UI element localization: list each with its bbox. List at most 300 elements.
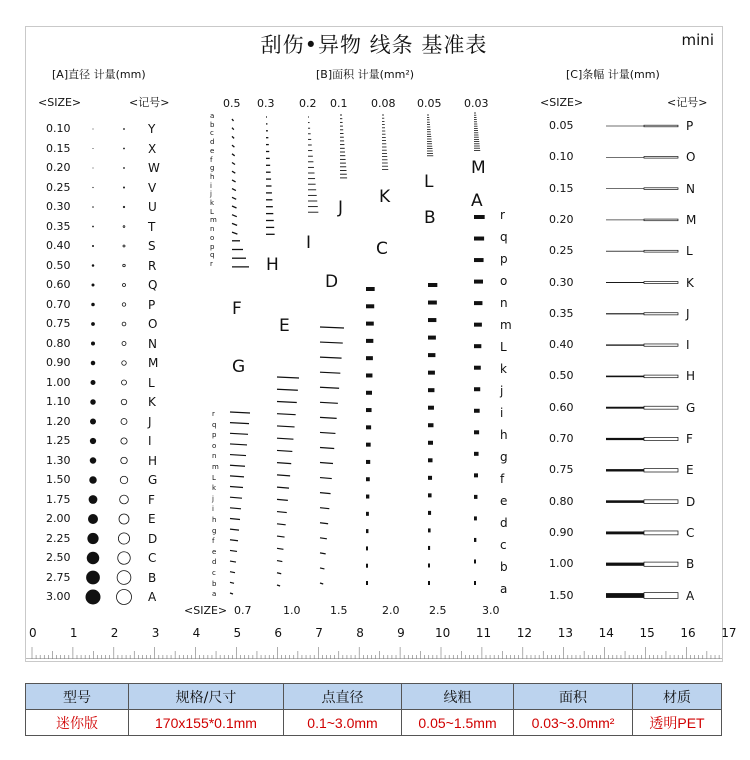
- ruler-label: 17: [721, 626, 737, 640]
- filled-dot: [91, 322, 95, 326]
- outline-dot: [122, 380, 127, 385]
- dot-code-label: O: [148, 317, 158, 331]
- area-block: [366, 304, 374, 308]
- ruler-label: 3: [151, 626, 160, 640]
- area-block: [474, 323, 482, 327]
- dot-size-label: 0.35: [46, 219, 71, 233]
- area-tick: [277, 414, 296, 415]
- area-tick: [232, 171, 235, 173]
- area-block: [366, 460, 370, 464]
- stripe-outline: [644, 406, 678, 409]
- area-block: [366, 512, 369, 516]
- area-block: [428, 318, 436, 322]
- dot-size-label: 1.30: [46, 453, 71, 467]
- dot-size-label: 0.80: [46, 336, 71, 350]
- area-bottom-value: 1.0: [283, 604, 301, 617]
- area-block: [474, 280, 483, 284]
- ruler-label: 12: [516, 626, 533, 640]
- area-block: [474, 344, 481, 348]
- filled-dot: [90, 419, 96, 425]
- area-tick: [320, 342, 343, 343]
- area-block: [366, 529, 368, 533]
- area-tick: [277, 573, 281, 574]
- stripe-code-label: K: [686, 275, 694, 290]
- ruler-label: 9: [397, 626, 405, 640]
- stripe-outline: [644, 157, 678, 159]
- area-group-letter: F: [232, 299, 242, 319]
- area-block: [366, 443, 371, 447]
- area-tick: [230, 444, 247, 445]
- outline-dot: [124, 129, 125, 130]
- area-tick: [232, 206, 237, 208]
- area-group-letter: G: [232, 357, 246, 377]
- dot-code-label: I: [148, 434, 152, 448]
- area-block: [428, 493, 432, 497]
- outline-dot: [118, 533, 129, 544]
- area-block: [428, 336, 436, 340]
- small-letter-top: q: [210, 251, 215, 260]
- stripe-code-label: B: [686, 557, 695, 572]
- section-a-code-label: <记号>: [129, 96, 170, 109]
- area-tick: [230, 423, 249, 424]
- spec-header-area: 面积: [514, 684, 633, 710]
- area-mark-letter: p: [500, 252, 508, 266]
- dot-code-label: Q: [148, 278, 158, 292]
- filled-dot: [86, 571, 100, 585]
- area-mark-letter: f: [500, 472, 505, 486]
- stripe-width-label: 0.25: [549, 244, 574, 258]
- section-c-size-label: <SIZE>: [540, 96, 584, 109]
- stripe-outline: [644, 125, 678, 127]
- area-tick: [232, 119, 234, 121]
- filled-dot: [89, 476, 97, 484]
- area-tick: [232, 215, 237, 217]
- small-letter-top: j: [210, 190, 212, 199]
- area-tick: [277, 426, 295, 427]
- dot-size-label: 0.25: [46, 180, 71, 194]
- area-block: [428, 388, 434, 392]
- area-mark-letter: j: [500, 384, 504, 398]
- spec-value-line-width: 0.05~1.5mm: [402, 710, 514, 736]
- ruler-label: 5: [233, 626, 242, 640]
- outline-dot: [122, 322, 126, 326]
- small-letter-bottom: r: [212, 410, 215, 418]
- small-letter-top: i: [210, 181, 212, 190]
- dot-size-label: 0.30: [46, 200, 71, 213]
- spec-value-row: [26, 710, 722, 736]
- dot-size-label: 2.00: [46, 512, 71, 525]
- stripe-width-label: 0.60: [549, 400, 574, 414]
- stripe-outline: [644, 593, 678, 599]
- small-letter-bottom: b: [212, 579, 217, 588]
- stripe-outline: [644, 282, 678, 284]
- spec-header-model: 型号: [26, 684, 129, 710]
- area-block: [474, 473, 478, 477]
- dot-code-label: J: [148, 414, 152, 429]
- area-group-letter: I: [306, 233, 312, 253]
- section-a-size-label: <SIZE>: [38, 96, 82, 109]
- stripe-solid: [606, 500, 644, 503]
- small-letter-bottom: a: [212, 590, 217, 599]
- stripe-width-label: 0.70: [549, 432, 574, 445]
- area-block: [474, 387, 480, 391]
- dot-size-label: 0.50: [46, 258, 71, 272]
- outline-dot: [121, 399, 127, 405]
- area-tick: [277, 548, 283, 549]
- outline-dot: [122, 303, 126, 307]
- area-group-letter: L: [424, 172, 434, 192]
- small-letter-bottom: e: [212, 547, 217, 556]
- area-group-letter: H: [266, 255, 279, 275]
- small-letter-bottom: d: [212, 558, 217, 567]
- small-letter-bottom: m: [212, 463, 219, 471]
- dot-size-label: 1.50: [46, 473, 71, 486]
- area-block: [428, 581, 430, 585]
- area-block: [366, 373, 372, 377]
- small-letter-top: c: [210, 129, 214, 138]
- area-tick: [232, 197, 236, 199]
- dot-size-label: 2.75: [46, 570, 71, 584]
- stripe-solid: [606, 593, 644, 598]
- outline-dot: [122, 361, 127, 366]
- stripe-code-label: G: [686, 400, 696, 415]
- area-top-value: 0.2: [299, 97, 317, 110]
- dot-code-label: U: [148, 200, 157, 214]
- ruler-label: 0: [29, 626, 37, 640]
- gauge-card: [25, 26, 737, 662]
- stripe-code-label: A: [686, 588, 695, 603]
- filled-dot: [87, 552, 100, 565]
- area-bottom-value: 2.5: [429, 604, 447, 617]
- gauge-marks: [26, 27, 722, 661]
- area-block: [428, 301, 437, 305]
- edition-label: mini: [681, 31, 714, 49]
- small-letter-bottom: q: [212, 420, 217, 429]
- dot-code-label: R: [148, 258, 157, 273]
- stripe-code-label: O: [686, 150, 696, 165]
- area-tick: [232, 136, 234, 138]
- area-tick: [232, 145, 234, 147]
- stripe-outline: [644, 531, 678, 535]
- stripe-width-label: 0.30: [549, 275, 574, 289]
- area-tick: [320, 463, 333, 464]
- filled-dot: [90, 457, 97, 464]
- dot-size-label: 0.15: [46, 141, 71, 155]
- area-tick: [230, 572, 235, 573]
- dot-code-label: T: [148, 219, 156, 234]
- small-letter-bottom: p: [212, 431, 217, 440]
- area-tick: [230, 487, 243, 488]
- stripe-solid: [606, 438, 644, 440]
- area-tick: [232, 180, 236, 182]
- area-block: [428, 283, 437, 287]
- dot-size-label: 0.20: [46, 161, 71, 174]
- stripe-outline: [644, 500, 678, 504]
- dot-size-label: 2.50: [46, 551, 71, 564]
- outline-dot: [120, 495, 129, 504]
- stripe-solid: [606, 220, 644, 221]
- dot-code-label: P: [148, 297, 156, 312]
- area-group-letter: M: [471, 158, 486, 178]
- ruler-label: 11: [475, 626, 492, 640]
- stripe-solid: [606, 407, 644, 409]
- spec-header-dot-diameter: 点直径: [284, 684, 402, 710]
- area-block: [474, 495, 477, 499]
- dot-size-label: 0.75: [46, 317, 71, 330]
- area-tick: [230, 561, 236, 562]
- area-mark-letter: e: [500, 494, 508, 508]
- dot-code-label: H: [148, 453, 158, 468]
- stripe-outline: [644, 469, 678, 472]
- dot-code-label: G: [148, 473, 158, 487]
- area-block: [428, 511, 431, 515]
- area-block: [428, 546, 430, 550]
- dot-size-label: 0.60: [46, 278, 71, 291]
- area-tick: [320, 387, 339, 388]
- area-top-value: 0.03: [464, 97, 489, 110]
- area-block: [474, 215, 485, 219]
- stripe-width-label: 0.80: [549, 494, 574, 508]
- dot-code-label: M: [148, 356, 159, 370]
- area-tick: [230, 582, 234, 583]
- dot-code-label: D: [148, 531, 158, 546]
- area-tick: [277, 401, 297, 402]
- small-letter-bottom: h: [212, 516, 217, 524]
- area-top-value: 0.08: [371, 97, 396, 110]
- stripe-width-label: 0.50: [549, 369, 574, 383]
- dot-size-label: 2.25: [46, 531, 71, 545]
- area-tick: [320, 568, 324, 569]
- filled-dot: [91, 303, 95, 307]
- dot-size-label: 3.00: [46, 590, 71, 603]
- stripe-width-label: 0.90: [549, 525, 574, 539]
- stripe-outline: [644, 250, 678, 252]
- area-block: [428, 406, 434, 410]
- ruler-label: 16: [680, 626, 696, 640]
- area-group-letter: C: [376, 239, 388, 259]
- area-tick: [320, 372, 340, 373]
- stripe-code-label: M: [686, 212, 697, 227]
- area-tick: [230, 540, 238, 541]
- dot-size-label: 0.10: [46, 122, 71, 135]
- area-bottom-value: 3.0: [482, 604, 500, 617]
- area-tick: [320, 523, 328, 524]
- small-letter-bottom: g: [212, 526, 217, 535]
- dot-code-label: N: [148, 336, 157, 351]
- small-letter-top: b: [210, 120, 215, 129]
- area-block: [366, 339, 373, 343]
- small-letter-top: n: [210, 225, 215, 234]
- area-tick: [230, 412, 250, 413]
- spec-header-row: [26, 684, 722, 710]
- area-block: [366, 564, 368, 568]
- outline-dot: [119, 514, 129, 524]
- dot-code-label: W: [148, 161, 160, 175]
- area-tick: [230, 433, 248, 434]
- dot-code-label: L: [148, 375, 155, 390]
- area-mark-letter: L: [500, 340, 507, 354]
- area-block: [474, 538, 476, 542]
- dot-size-label: 1.10: [46, 395, 71, 408]
- filled-dot: [91, 342, 95, 346]
- filled-dot: [92, 264, 95, 267]
- area-top-value: 0.05: [417, 97, 442, 110]
- area-block: [474, 301, 482, 305]
- small-letter-bottom: j: [212, 494, 214, 503]
- stripe-width-label: 0.75: [549, 463, 574, 477]
- small-letter-bottom: o: [212, 441, 217, 450]
- outline-dot: [117, 571, 131, 585]
- stripe-width-label: 0.05: [549, 119, 574, 132]
- small-letter-bottom: k: [212, 484, 217, 493]
- area-tick: [320, 508, 329, 509]
- outline-dot: [123, 206, 125, 208]
- dot-size-label: 0.70: [46, 297, 71, 311]
- area-tick: [230, 455, 246, 456]
- stripe-outline: [644, 562, 678, 566]
- dot-code-label: X: [148, 141, 157, 156]
- area-group-letter: A: [471, 191, 483, 211]
- ruler-label: 8: [356, 626, 364, 640]
- area-tick: [277, 487, 289, 488]
- area-tick: [320, 327, 344, 328]
- area-tick: [232, 223, 237, 225]
- small-letter-top: h: [210, 172, 215, 181]
- filled-dot: [92, 187, 93, 188]
- outline-dot: [121, 438, 127, 444]
- area-tick: [230, 593, 233, 594]
- area-block: [474, 366, 481, 370]
- area-block: [428, 458, 433, 462]
- area-mark-letter: q: [500, 230, 508, 244]
- stripe-code-label: H: [686, 369, 696, 384]
- area-mark-letter: c: [500, 538, 507, 552]
- area-group-letter: K: [379, 187, 391, 207]
- dot-code-label: V: [148, 180, 157, 195]
- spec-table: [25, 683, 722, 736]
- stripe-outline: [644, 344, 678, 346]
- filled-dot: [90, 438, 96, 444]
- area-block: [366, 408, 372, 412]
- small-letter-top: d: [210, 138, 215, 147]
- area-block: [474, 581, 476, 585]
- stripe-solid: [606, 282, 644, 283]
- stripe-outline: [644, 437, 678, 440]
- small-letter-top: p: [210, 242, 215, 251]
- area-tick: [230, 508, 241, 509]
- area-tick: [230, 465, 245, 466]
- area-tick: [320, 553, 326, 554]
- stripe-solid: [606, 313, 644, 314]
- area-tick: [277, 524, 286, 525]
- stripe-solid: [606, 531, 644, 534]
- area-group-letter: J: [338, 198, 344, 218]
- filled-dot: [93, 168, 94, 169]
- area-mark-letter: m: [500, 318, 512, 332]
- area-block: [474, 237, 484, 241]
- area-block: [428, 371, 435, 375]
- filled-dot: [92, 284, 95, 287]
- stripe-code-label: D: [686, 494, 696, 509]
- small-letter-bottom: n: [212, 452, 217, 461]
- stripe-outline: [644, 313, 678, 315]
- dot-code-label: A: [148, 590, 157, 604]
- stripe-width-label: 0.10: [549, 150, 574, 164]
- stripe-outline: [644, 219, 678, 221]
- stripe-solid: [606, 188, 644, 189]
- area-bottom-value: 0.7: [234, 604, 252, 617]
- small-letter-top: m: [210, 216, 217, 225]
- area-tick: [320, 432, 335, 433]
- small-letter-bottom: L: [212, 473, 216, 482]
- stripe-code-label: J: [686, 306, 690, 321]
- area-tick: [230, 497, 242, 498]
- stripe-code-label: N: [686, 181, 695, 196]
- stripe-width-label: 1.00: [549, 557, 574, 571]
- area-tick: [277, 389, 298, 390]
- dot-size-label: 1.00: [46, 375, 71, 389]
- area-tick: [320, 357, 342, 358]
- outline-dot: [123, 226, 125, 228]
- area-block: [366, 546, 368, 550]
- area-tick: [320, 447, 334, 448]
- outline-dot: [117, 590, 132, 605]
- area-tick: [277, 438, 293, 439]
- filled-dot: [87, 533, 98, 544]
- area-bottom-value: 1.5: [330, 604, 348, 617]
- small-letter-top: o: [210, 233, 215, 242]
- outline-dot: [120, 476, 128, 484]
- section-a-title: [A]直径 计量(mm): [52, 68, 146, 81]
- area-tick: [320, 493, 331, 494]
- filled-dot: [91, 361, 96, 366]
- area-block: [428, 441, 433, 445]
- section-b-title: [B]面积 计量(mm²): [316, 68, 415, 81]
- area-mark-letter: a: [500, 582, 508, 596]
- small-letter-bottom: f: [212, 537, 215, 546]
- page-title: 刮伤•异物 线条 基准表: [260, 33, 488, 57]
- area-block: [474, 430, 479, 434]
- filled-dot: [93, 148, 94, 149]
- filled-dot: [90, 399, 96, 405]
- area-tick: [232, 189, 236, 191]
- area-tick: [277, 475, 290, 476]
- section-c-code-label: <记号>: [667, 96, 708, 109]
- area-block: [366, 391, 372, 395]
- stripe-solid: [606, 344, 644, 345]
- stripe-code-label: C: [686, 525, 695, 540]
- area-top-value: 0.1: [330, 97, 348, 110]
- area-tick: [277, 463, 291, 464]
- stripe-outline: [644, 375, 678, 378]
- filled-dot: [91, 380, 96, 385]
- area-block: [474, 559, 476, 563]
- area-block: [366, 477, 370, 481]
- stripe-width-label: 0.20: [549, 212, 574, 226]
- spec-value-material: 透明PET: [633, 710, 722, 736]
- ruler-label: 4: [192, 626, 201, 640]
- spec-value-dimensions: 170x155*0.1mm: [129, 710, 284, 736]
- area-tick: [277, 512, 287, 513]
- ruler-label: 14: [598, 626, 614, 640]
- stripe-code-label: L: [686, 244, 693, 259]
- dot-code-label: K: [148, 395, 156, 409]
- section-c-title: [C]条幅 计量(mm): [566, 68, 660, 81]
- area-tick: [277, 561, 282, 562]
- stripe-solid: [606, 126, 644, 127]
- filled-dot: [86, 590, 101, 605]
- outline-dot: [122, 342, 126, 346]
